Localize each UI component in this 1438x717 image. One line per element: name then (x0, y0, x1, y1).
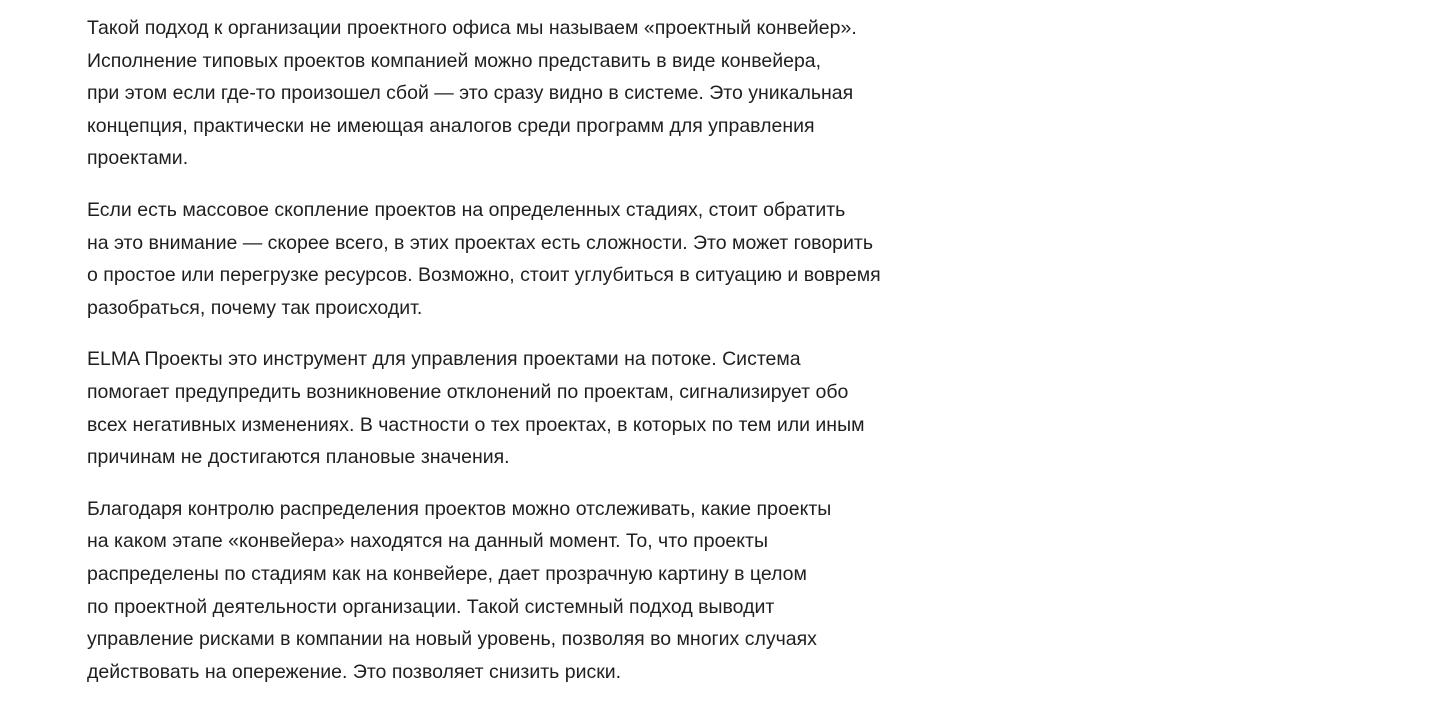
paragraph-line: о простое или перегрузке ресурсов. Возможно, стоит углубиться в ситуацию и вовремя (87, 264, 881, 287)
paragraph-distribution-control (87, 493, 987, 689)
paragraph-line: распределены по стадиям как на конвейере, дает прозрачную картину в целом (87, 562, 807, 585)
paragraph-line: при этом если где-то произошел сбой — это сразу видно в системе. Это уникальная (87, 82, 854, 105)
paragraph-line: причинам не достигаются плановые значения. (87, 446, 510, 469)
paragraph-line: Благодаря контролю распределения проектов можно отслеживать, какие проекты (87, 497, 832, 520)
article-body (87, 12, 987, 707)
paragraph-line: Такой подход к организации проектного офиса мы называем «проектный конвейер». (87, 17, 857, 39)
paragraph-line: помогает предупредить возникновение отклонений по проектам, сигнализирует обо (87, 380, 849, 403)
paragraph-conveyor-concept (87, 12, 987, 175)
paragraph-line: управление рисками в компании на новый уровень, позволяя во многих случаях (87, 628, 817, 651)
paragraph-line: концепция, практически не имеющая аналогов среди программ для управления (87, 114, 815, 137)
paragraph-line: Если есть массовое скопление проектов на определенных стадиях, стоит обратить (87, 198, 846, 221)
paragraph-project-accumulation (87, 194, 987, 324)
paragraph-line: разобраться, почему так происходит. (87, 296, 423, 319)
paragraph-elma-projects (87, 343, 987, 473)
paragraph-line: на каком этапе «конвейера» находятся на данный момент. То, что проекты (87, 530, 768, 553)
paragraph-line: Исполнение типовых проектов компанией можно представить в виде конвейера, (87, 49, 822, 72)
paragraph-line: всех негативных изменениях. В частности о тех проектах, в которых по тем или иным (87, 413, 865, 436)
paragraph-line: проектами. (87, 147, 189, 170)
paragraph-line: по проектной деятельности организации. Такой системный подход выводит (87, 595, 775, 618)
paragraph-line: ELMA Проекты это инструмент для управления проектами на потоке. Система (87, 348, 801, 371)
paragraph-line: на это внимание — скорее всего, в этих проектах есть сложности. Это может говорить (87, 231, 873, 254)
paragraph-line: действовать на опережение. Это позволяет снизить риски. (87, 660, 622, 683)
